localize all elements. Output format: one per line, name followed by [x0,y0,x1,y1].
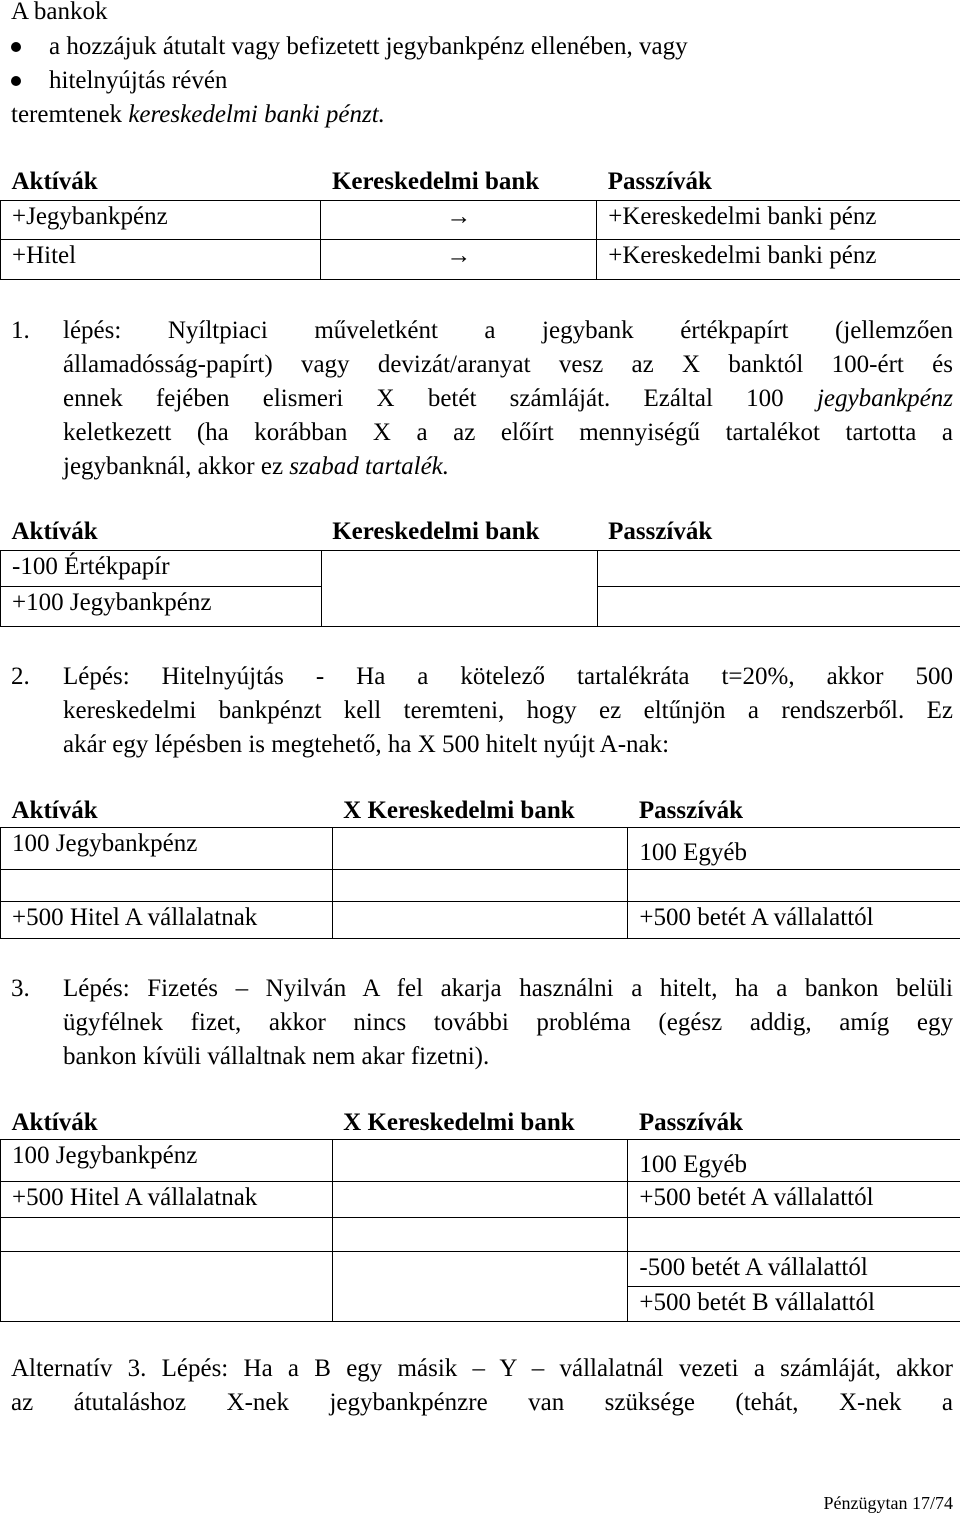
step1-italic: szabad tartalék. [289,453,450,480]
intro-closing-text: teremtenek [11,101,129,128]
cell: +500 Hitel A vállalatnak [1,1182,333,1218]
cell [332,870,628,902]
step2-number: 2. [11,663,30,690]
cell: +500 betét B vállalattól [628,1287,960,1322]
balance-table-2 [0,516,960,627]
step1-paragraph [63,314,953,484]
cell [332,902,628,939]
table-row [1,1218,960,1252]
cell: +500 betét A vállalattól [628,902,960,939]
step1-line [63,450,953,484]
col-header-liabilities: Passzívák [638,1109,744,1136]
arrow-icon: → [321,200,597,239]
step1-line: államadósság-papírt) vagy devizát/aranyat vesz az X banktól 100-ért és [63,351,953,378]
cell: +Kereskedelmi banki pénz [597,200,960,239]
alt3-paragraph [11,1352,953,1420]
table-row [1,1252,960,1287]
cell: +500 Hitel A vállalatnak [1,902,333,939]
page-footer: Pénzügytan 17/74 [823,1493,953,1513]
col-header-assets: Aktívák [11,168,98,195]
table-row [1,239,960,279]
col-header-assets: Aktívák [11,1109,98,1136]
step3-line: bankon kívüli vállaltnak nem akar fizetni). [63,1043,490,1070]
cell: -100 Értékpapír [1,550,322,586]
table-row [1,1140,960,1182]
cell [332,1140,628,1182]
cell: +Jegybankpénz [1,200,321,239]
cell [1,1218,333,1252]
cell [1,1252,333,1287]
intro-bullet-2: hitelnyújtás révén [49,67,228,94]
cell [1,1287,333,1322]
table-row [1,586,960,626]
col-header-liabilities: Passzívák [608,518,713,545]
cell [597,586,960,626]
step3-line: ügyfélnek fizet, akkor nincs további probléma (egész addig, amíg egy [63,1009,953,1036]
cell [332,1218,628,1252]
cell: +Hitel [1,239,321,279]
step1-line-text: Ezáltal 100 [610,385,817,412]
cell: +500 betét A vállalattól [628,1182,960,1218]
col-header-bank: X Kereskedelmi bank [343,797,575,824]
col-header-bank: X Kereskedelmi bank [343,1109,575,1136]
bullet-icon [11,76,21,86]
cell [332,1182,628,1218]
step1-line: keletkezett (ha korábban X a az előírt mennyiségű tartalékot tartotta a [63,419,953,446]
col-header-liabilities: Passzívák [607,168,712,195]
table-row [1,200,960,239]
cell [332,1252,628,1287]
cell [321,586,597,626]
intro-closing-italic: kereskedelmi banki pénzt. [128,101,385,128]
cell: 100 Egyéb [628,1140,960,1182]
col-header-bank: Kereskedelmi bank [331,168,540,195]
balance-table-3 [0,795,960,939]
col-header-liabilities: Passzívák [638,797,744,824]
table-row [1,550,960,586]
cell [597,550,960,586]
step1-line [63,382,953,416]
cell: -500 betét A vállalattól [628,1252,960,1287]
step2-paragraph [63,660,953,762]
table-row [1,902,960,939]
step2-line: akár egy lépésben is megtehető, ha X 500 hitelt nyújt A-nak: [63,731,670,758]
cell [628,870,960,902]
col-header-assets: Aktívák [11,518,98,545]
cell [628,1218,960,1252]
arrow-icon: → [321,239,597,279]
col-header-bank: Kereskedelmi bank [332,518,540,545]
step1-line-text: ennek fejében elismeri X betét számláját. [63,385,611,412]
cell [1,870,333,902]
bullet-icon [11,42,21,52]
table-row [1,1182,960,1218]
step1-italic: jegybankpénz [816,385,953,412]
table-row [1,828,960,870]
cell: 100 Egyéb [628,828,960,870]
step2-line: kereskedelmi bankpénzt kell teremteni, hogy ez eltűnjön a rendszerből. Ez [63,697,953,724]
balance-table-1 [0,166,960,280]
step3-number: 3. [11,975,30,1002]
table-row [1,1287,960,1322]
cell: 100 Jegybankpénz [1,1140,333,1182]
step3-paragraph [63,972,953,1074]
step1-line-text: jegybanknál, akkor ez [63,453,290,480]
step1-line: lépés: Nyíltpiaci műveletként a jegybank értékpapírt (jellemzően [63,317,953,344]
cell: 100 Jegybankpénz [1,828,333,870]
cell: +Kereskedelmi banki pénz [597,239,960,279]
cell [332,1287,628,1322]
intro-closing [11,98,385,132]
balance-table-4 [0,1107,960,1322]
col-header-assets: Aktívák [11,797,98,824]
intro-bullet-1: a hozzájuk átutalt vagy befizetett jegybankpénz ellenében, vagy [49,33,688,60]
table-row [1,870,960,902]
step2-line: Lépés: Hitelnyújtás - Ha a kötelező tartalékráta t=20%, akkor 500 [63,663,953,690]
alt3-line: az átutaláshoz X-nek jegybankpénzre van szüksége (tehát, X-nek a [11,1389,953,1416]
cell [332,828,628,870]
alt3-line: Alternatív 3. Lépés: Ha a B egy másik – Y – vállalatnál vezeti a számláját, akkor [11,1355,953,1382]
cell [321,550,597,586]
intro-title: A bankok [11,0,108,25]
step1-number: 1. [11,317,30,344]
step3-line: Lépés: Fizetés – Nyilván A fel akarja használni a hitelt, ha a bankon belüli [63,975,953,1002]
cell: +100 Jegybankpénz [1,586,322,626]
